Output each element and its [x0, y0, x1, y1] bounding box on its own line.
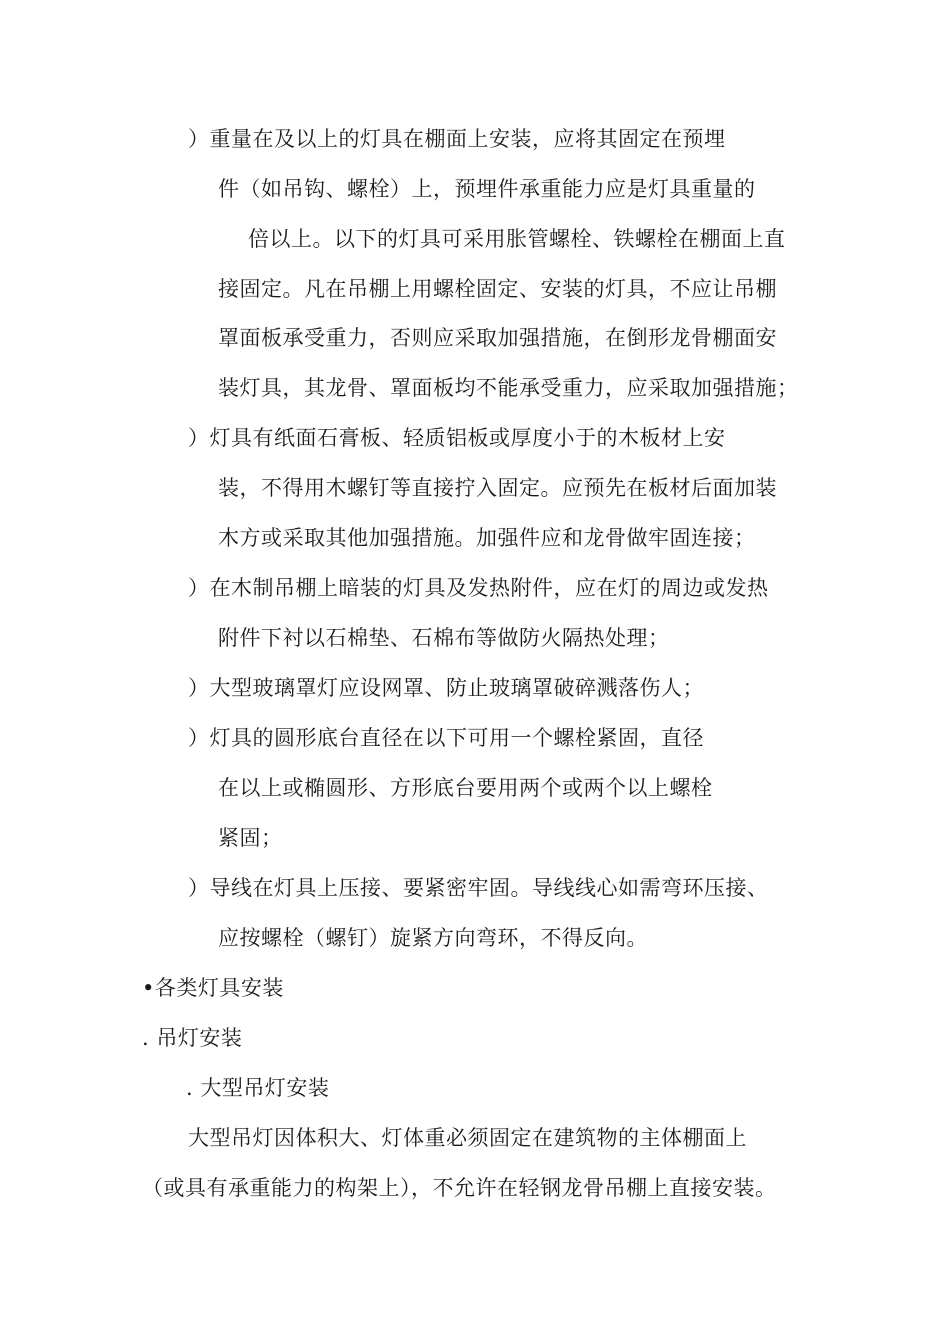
text-line: ）灯具有纸面石膏板、轻质铝板或厚度小于的木板材上安	[188, 426, 726, 450]
text-line: ）在木制吊棚上暗装的灯具及发热附件，应在灯的周边或发热	[188, 576, 769, 600]
text-line: 件（如吊钩、螺栓）上，预埋件承重能力应是灯具重量的	[218, 177, 756, 201]
text-line: 装灯具，其龙骨、罩面板均不能承受重力，应采取加强措施；	[218, 376, 799, 400]
text-line: （或具有承重能力的构架上），不允许在轻钢龙骨吊棚上直接安装。	[142, 1176, 777, 1200]
text-line: 大型吊灯因体积大、灯体重必须固定在建筑物的主体棚面上	[188, 1126, 747, 1150]
text-line: 紧固；	[218, 826, 283, 850]
text-line: ）大型玻璃罩灯应设网罩、防止玻璃罩破碎溅落伤人；	[188, 676, 704, 700]
text-line: 附件下衬以石棉垫、石棉布等做防火隔热处理；	[218, 626, 670, 650]
section-heading: •各类灯具安装	[142, 976, 284, 1000]
text-line: 木方或采取其他加强措施。加强件应和龙骨做牢固连接；	[218, 526, 756, 550]
text-line: ）导线在灯具上压接、要紧密牢固。导线线心如需弯环压接、	[188, 876, 769, 900]
text-line: 装，不得用木螺钉等直接拧入固定。应预先在板材后面加装	[218, 476, 777, 500]
subsection-heading: . 大型吊灯安装	[186, 1076, 330, 1100]
text-line: 在以上或椭圆形、方形底台要用两个或两个以上螺栓	[218, 776, 713, 800]
text-line: 倍以上。以下的灯具可采用胀管螺栓、铁螺栓在棚面上直	[248, 227, 786, 251]
text-line: 罩面板承受重力，否则应采取加强措施，在倒形龙骨棚面安	[218, 326, 777, 350]
subsection-heading: . 吊灯安装	[142, 1026, 243, 1050]
text-line: ）重量在及以上的灯具在棚面上安装，应将其固定在预埋	[188, 127, 726, 151]
text-line: 接固定。凡在吊棚上用螺栓固定、安装的灯具，不应让吊棚	[218, 277, 777, 301]
text-line: 应按螺栓（螺钉）旋紧方向弯环，不得反向。	[218, 926, 648, 950]
text-line: ）灯具的圆形底台直径在以下可用一个螺栓紧固，直径	[188, 726, 704, 750]
